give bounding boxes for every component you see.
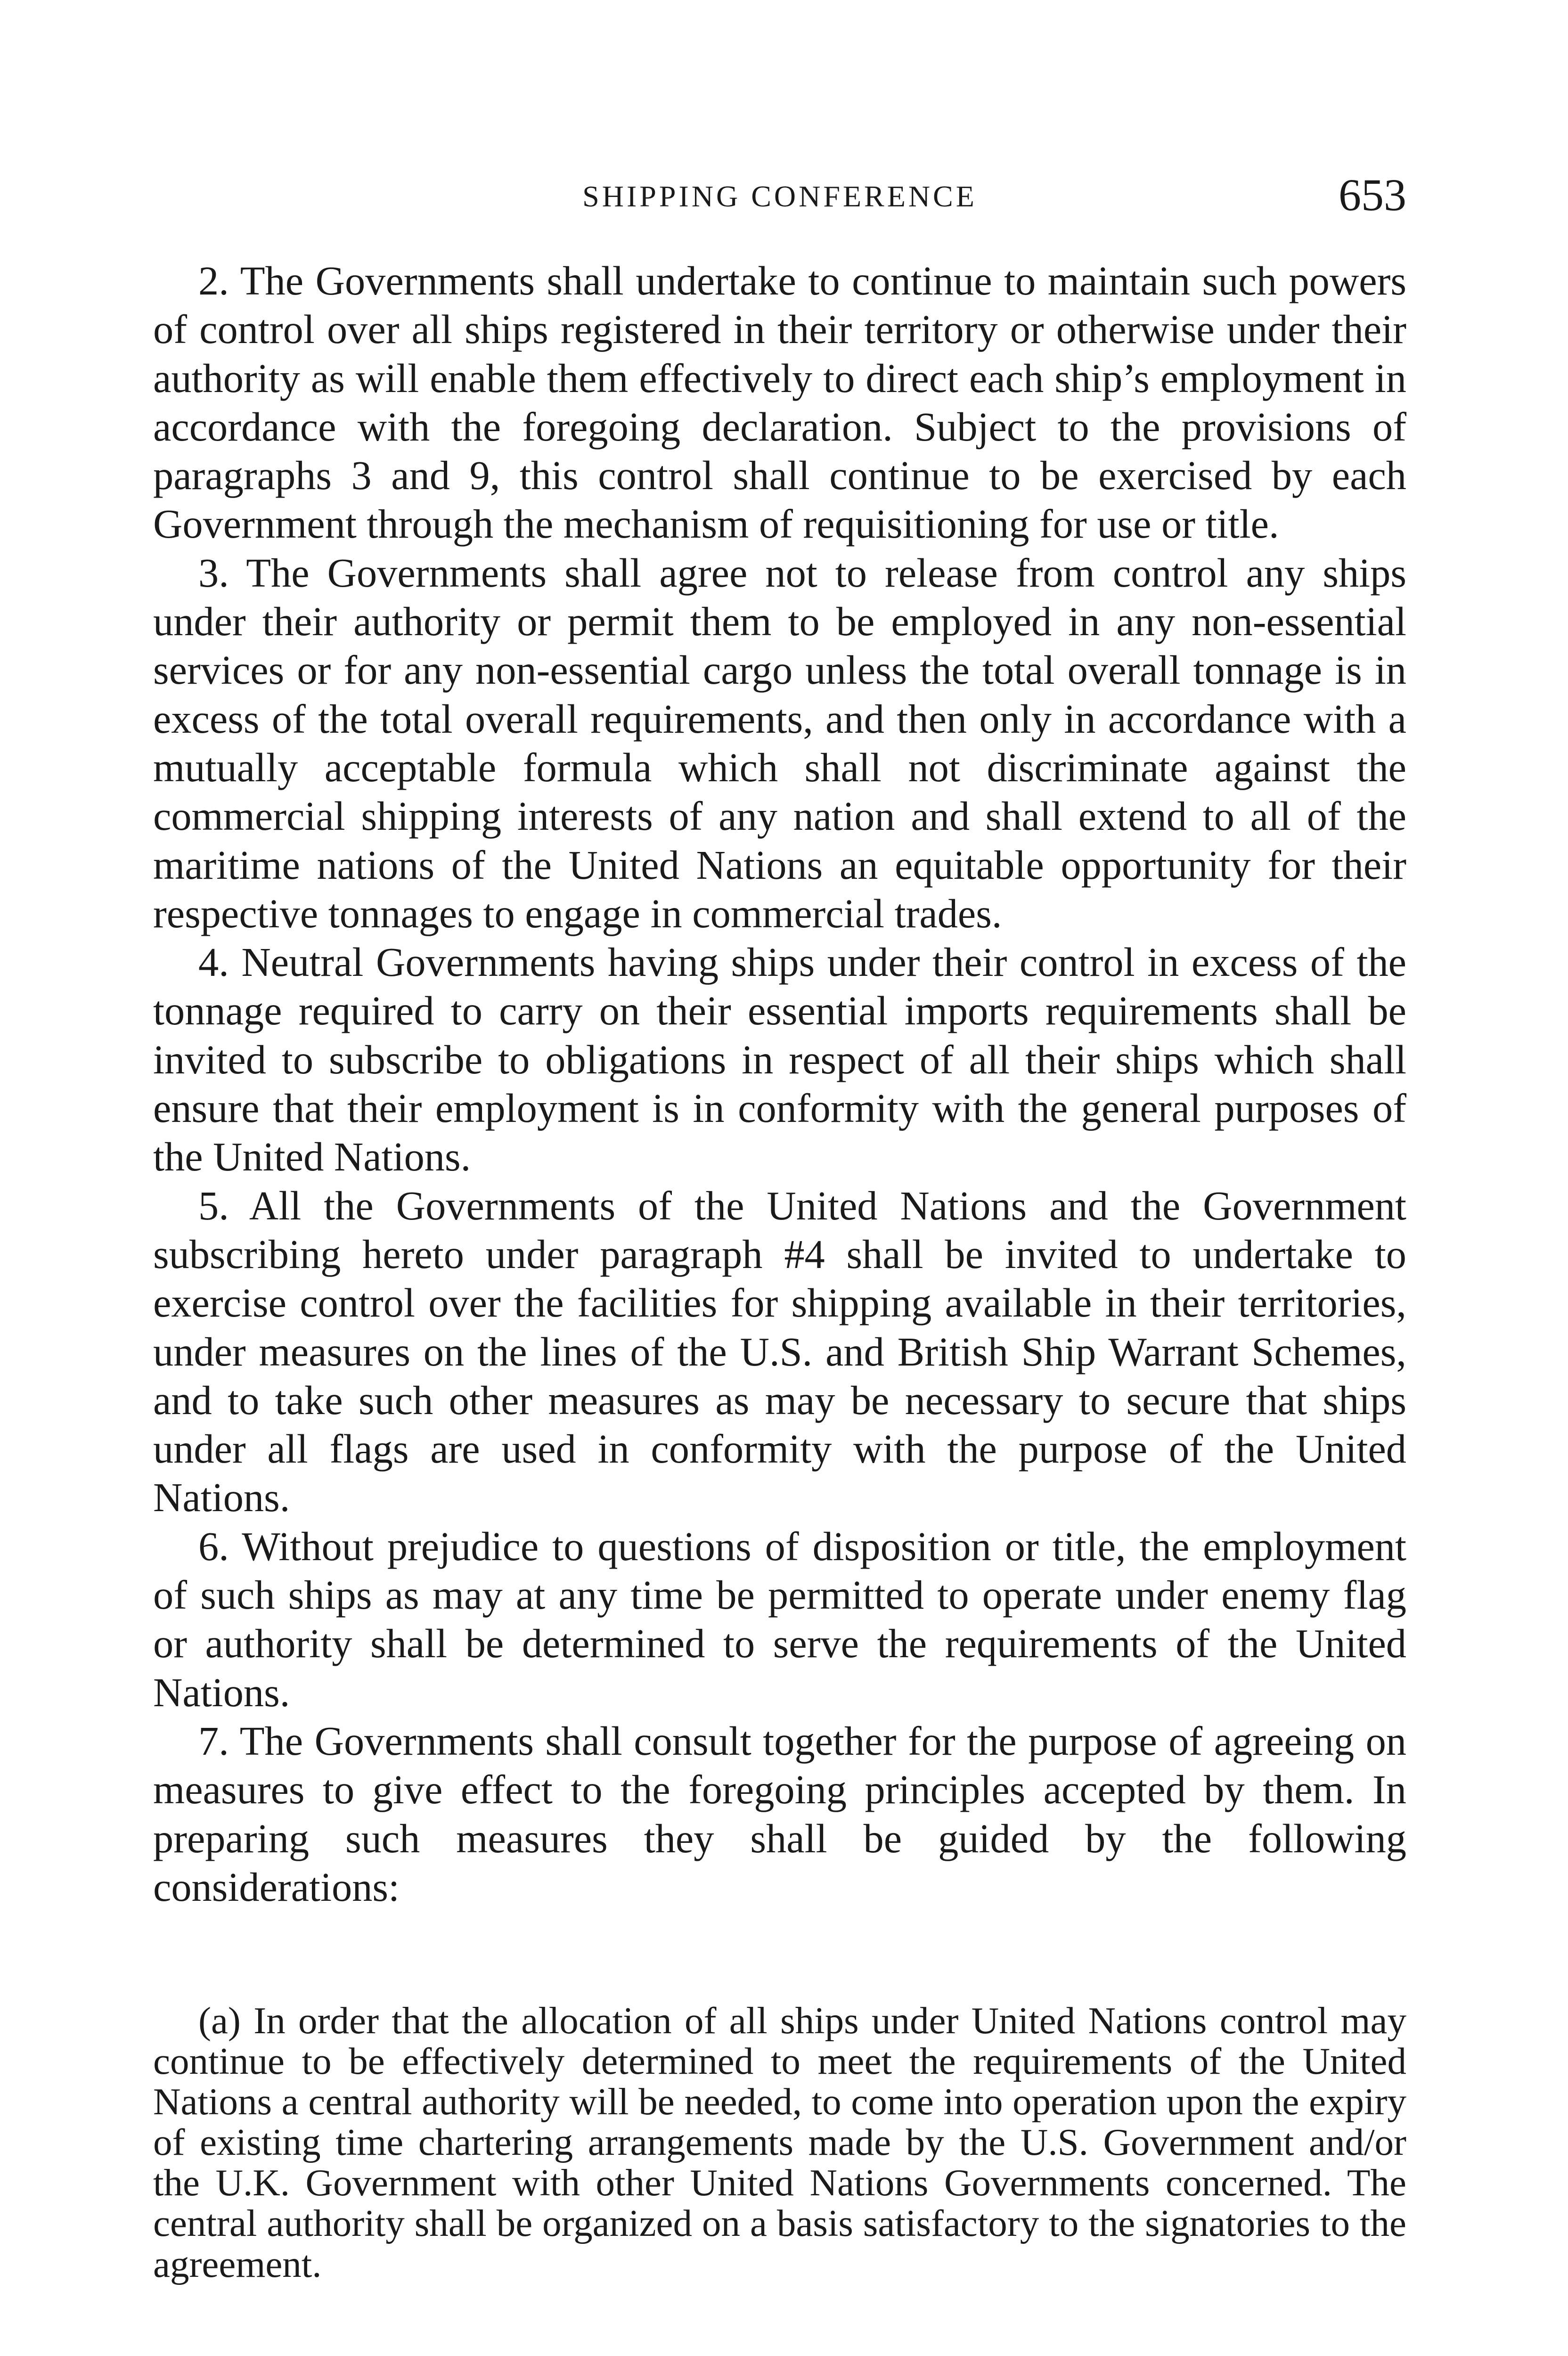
paragraph-6: 6. Without prejudice to questions of disposition or title, the employment of such ships as may at any time be permitted to operate under enemy flag or authority shall be determined to serve the requirements of the United Nations. [153,1523,1406,1715]
subparagraph-block [153,2000,1406,2284]
page-number: 653 [1339,170,1406,220]
paragraph-2: 2. The Governments shall undertake to continue to maintain such powers of control over all ships registered in their territory or otherwise under their authority as will enable them effectively to direct each ship’s employment in accordance with the foregoing declaration. Subject to the provisions of paragraphs 3 and 9, this control shall continue to be exercised by each Government through the mechanism of requisitioning for use or title. [153,258,1406,547]
paragraph-7: 7. The Governments shall consult together for the purpose of agreeing on measures to give effect to the foregoing principles accepted by them. In preparing such measures they shall be guided by the following considerations: [153,1718,1406,1910]
paragraph-5: 5. All the Governments of the United Nations and the Government subscribing hereto under paragraph #4 shall be invited to undertake to exercise control over the facilities for shipping available in their territories, under measures on the lines of the U.S. and British Ship Warrant Schemes, and to take such other measures as may be necessary to secure that ships under all flags are used in conformity with the purpose of the United Nations. [153,1183,1406,1521]
page-header [153,171,1406,232]
subparagraph-a: (a) In order that the allocation of all ships under United Nations control may continue to be effectively determined to meet the requirements of the United Nations a central authority will be needed, to come into operation upon the expiry of existing time chartering arrangements made by the U.S. Government and/or the U.K. Government with other United Nations Governments concerned. The central authority shall be organized on a basis satisfactory to the signatories to the agreement. [153,1999,1406,2285]
main-text [153,257,1406,1912]
paragraph-4: 4. Neutral Governments having ships under their control in excess of the tonnage required to carry on their essential imports requirements shall be invited to subscribe to obligations in respect of all their ships which shall ensure that their employment is in conformity with the general purposes of the United Nations. [153,940,1406,1180]
running-head: SHIPPING CONFERENCE [582,180,977,213]
paragraph-3: 3. The Governments shall agree not to release from control any ships under their authority or permit them to be employed in any non-essential services or for any non-essential cargo unless the total overall tonnage is in excess of the total overall requirements, and then only in accordance with a mutually acceptable formula which shall not discriminate against the commercial shipping interests of any nation and shall extend to all of the maritime nations of the United Nations an equitable opportunity for their respective tonnages to engage in commercial trades. [153,550,1406,936]
